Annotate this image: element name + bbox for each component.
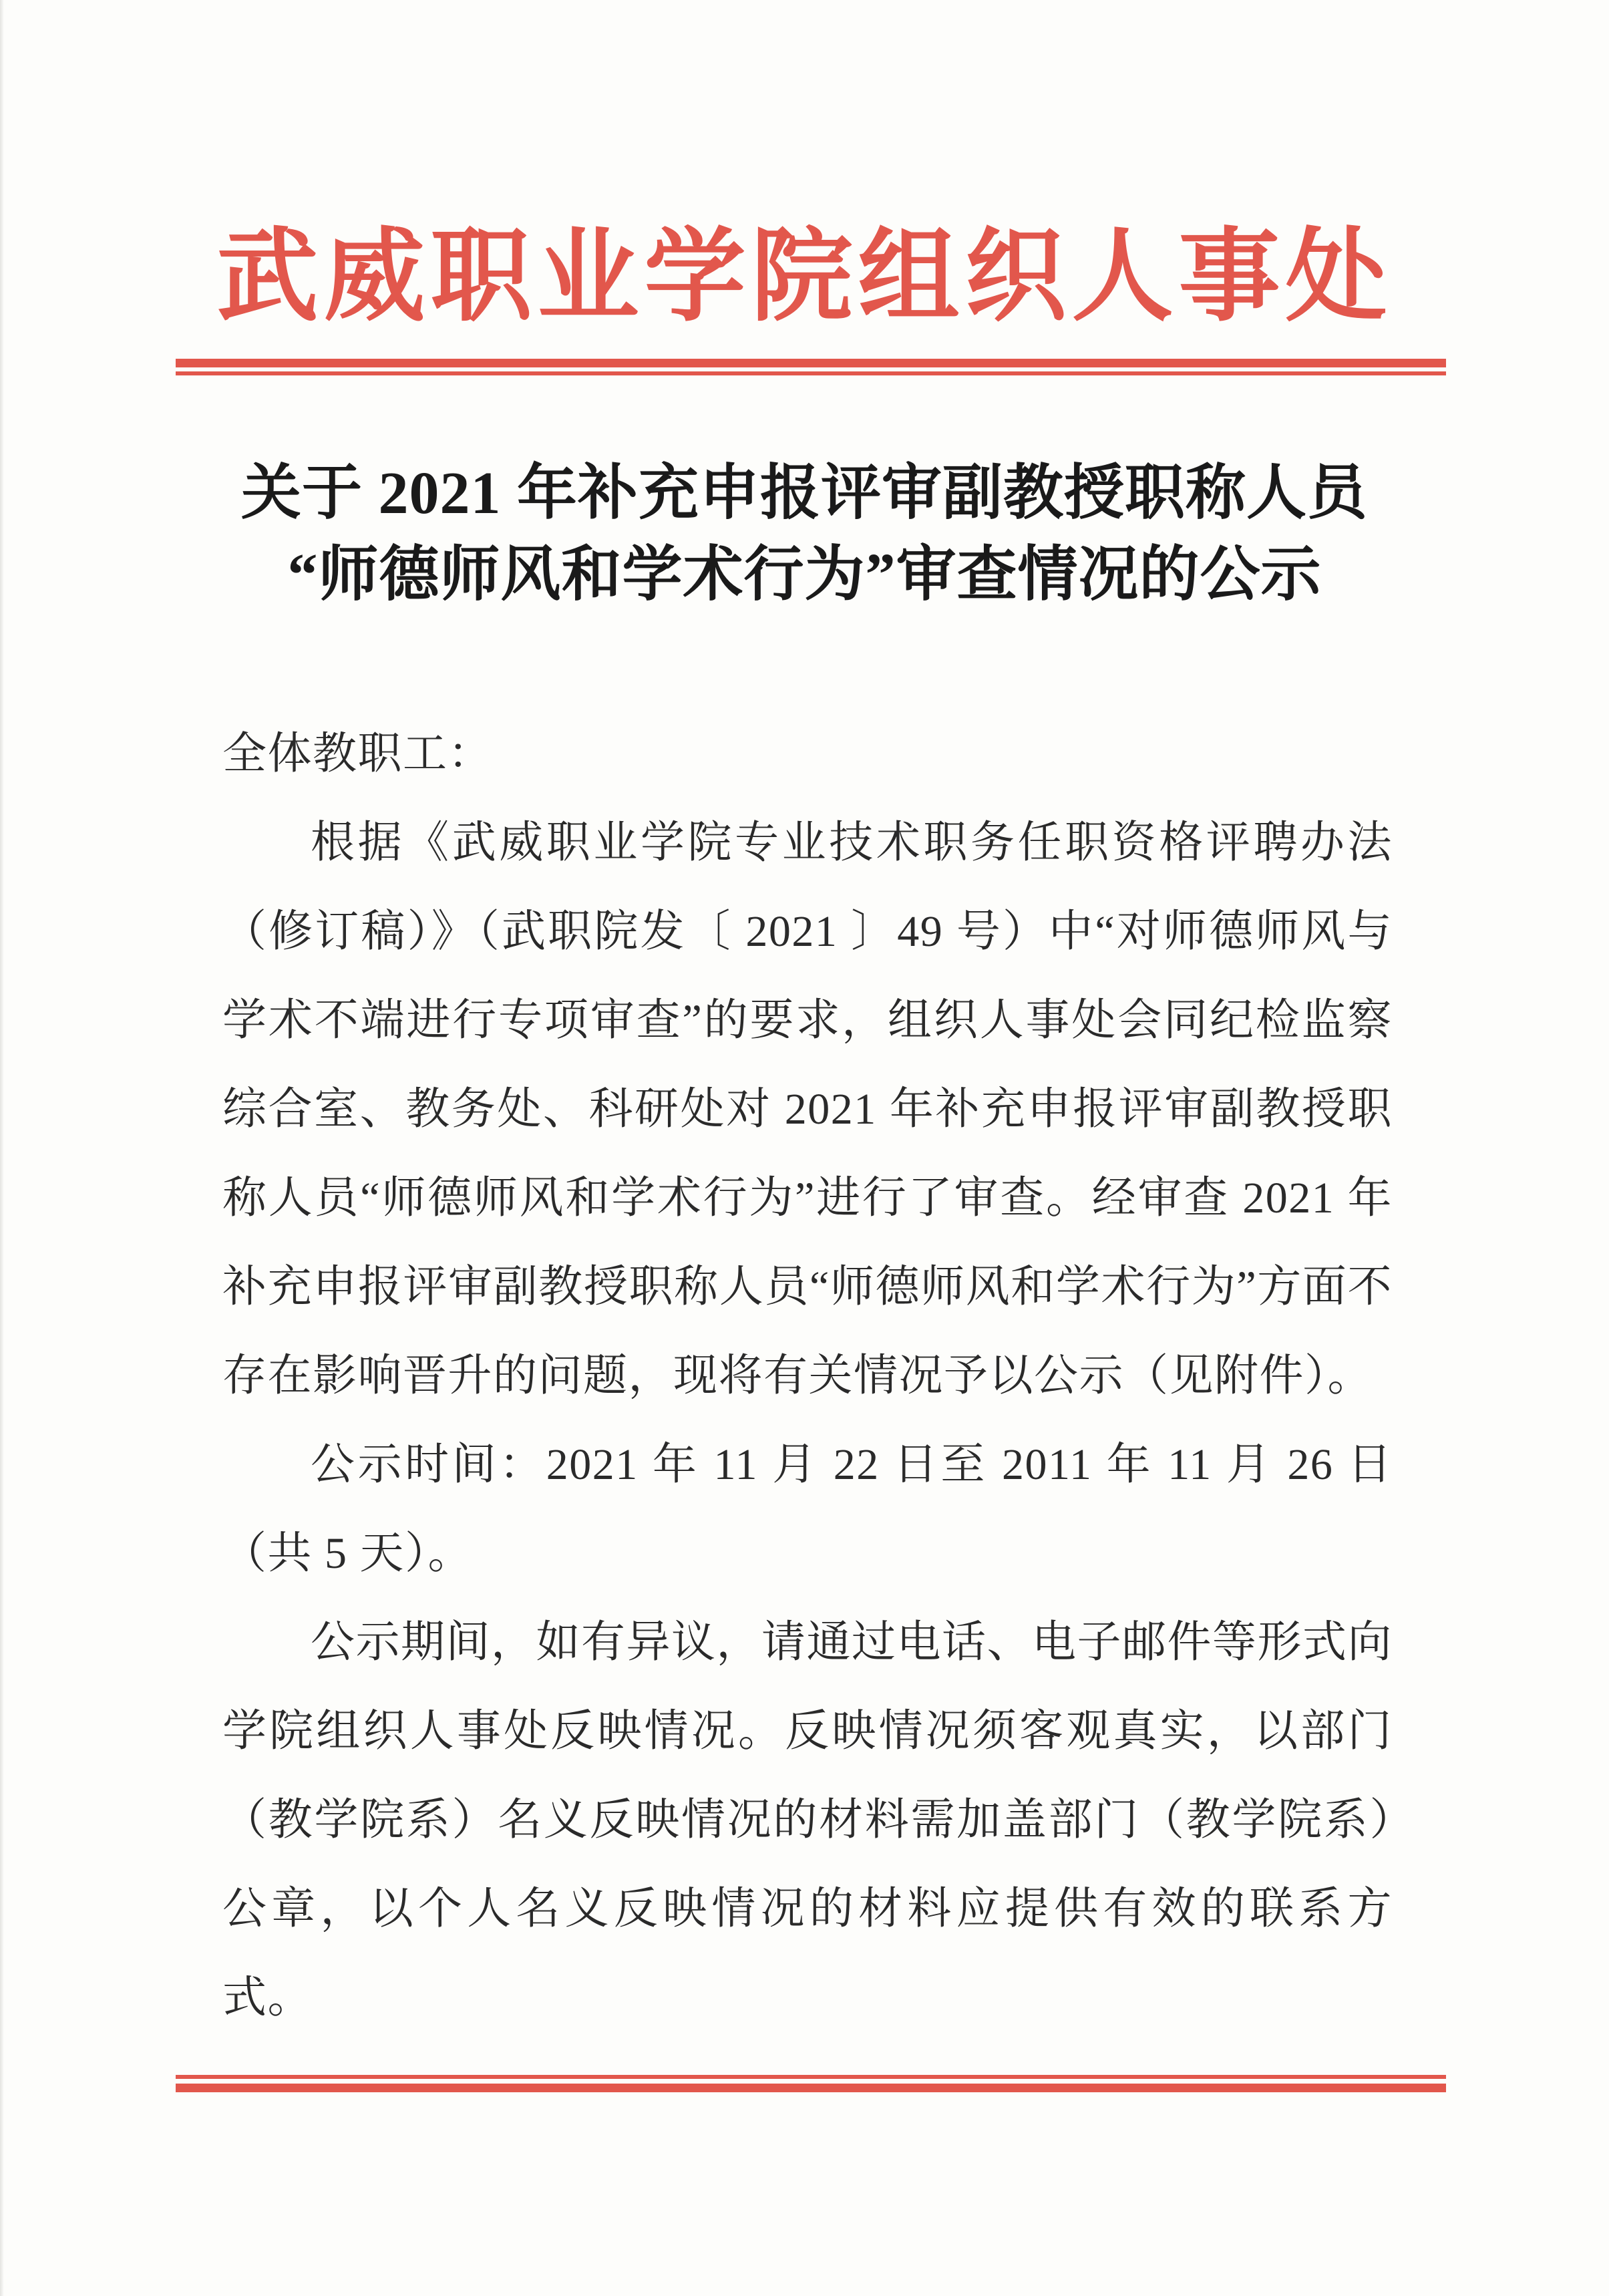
notice-title-line1: 关于 2021 年补充申报评审副教授职称人员 — [241, 460, 1368, 526]
letterhead-org-name: 武威职业学院组织人事处 — [216, 221, 1393, 333]
scan-edge-artifact — [0, 0, 4, 2296]
notice-title — [0, 453, 1609, 616]
rule-bottom-thick-line — [176, 2084, 1446, 2092]
letterhead-double-rule-top — [176, 359, 1446, 375]
body-paragraph-review-result: 根据《武威职业学院专业技术职务任职资格评聘办法（修订稿）》（武职院发〔 2021 〕49 号）中“对师德师风与学术不端进行专项审查”的要求，组织人事处会同纪检监察综合室、教务处、科研处对 2021 年补充申报评审副教授职称人员“师德师风和学术行为”进行了审查。经审查 2021 年补充申报评审副教授职称人员“师德师风和学术行为”方面不存在影响晋升的问题，现将有关情况予以公示（见附件）。 — [222, 818, 1393, 1400]
footer-double-rule-bottom — [176, 2075, 1446, 2092]
salutation: 全体教职工： — [222, 729, 493, 778]
rule-top-thin-line — [176, 371, 1446, 375]
rule-bottom-gap — [176, 2079, 1446, 2084]
rule-top-thick-line — [176, 359, 1446, 367]
body-paragraph-publicity-period: 公示时间：2021 年 11 月 22 日至 2011 年 11 月 26 日（共 5 天）。 — [222, 1440, 1393, 1578]
body-paragraph-objection-channels: 公示期间，如有异议，请通过电话、电子邮件等形式向学院组织人事处反映情况。反映情况须客观真实，以部门（教学院系）名义反映情况的材料需加盖部门（教学院系）公章，以个人名义反映情况的材料应提供有效的联系方式。 — [222, 1618, 1393, 2022]
notice-title-line2: “师德师风和学术行为”审查情况的公示 — [287, 542, 1322, 608]
notice-body — [222, 709, 1393, 2042]
